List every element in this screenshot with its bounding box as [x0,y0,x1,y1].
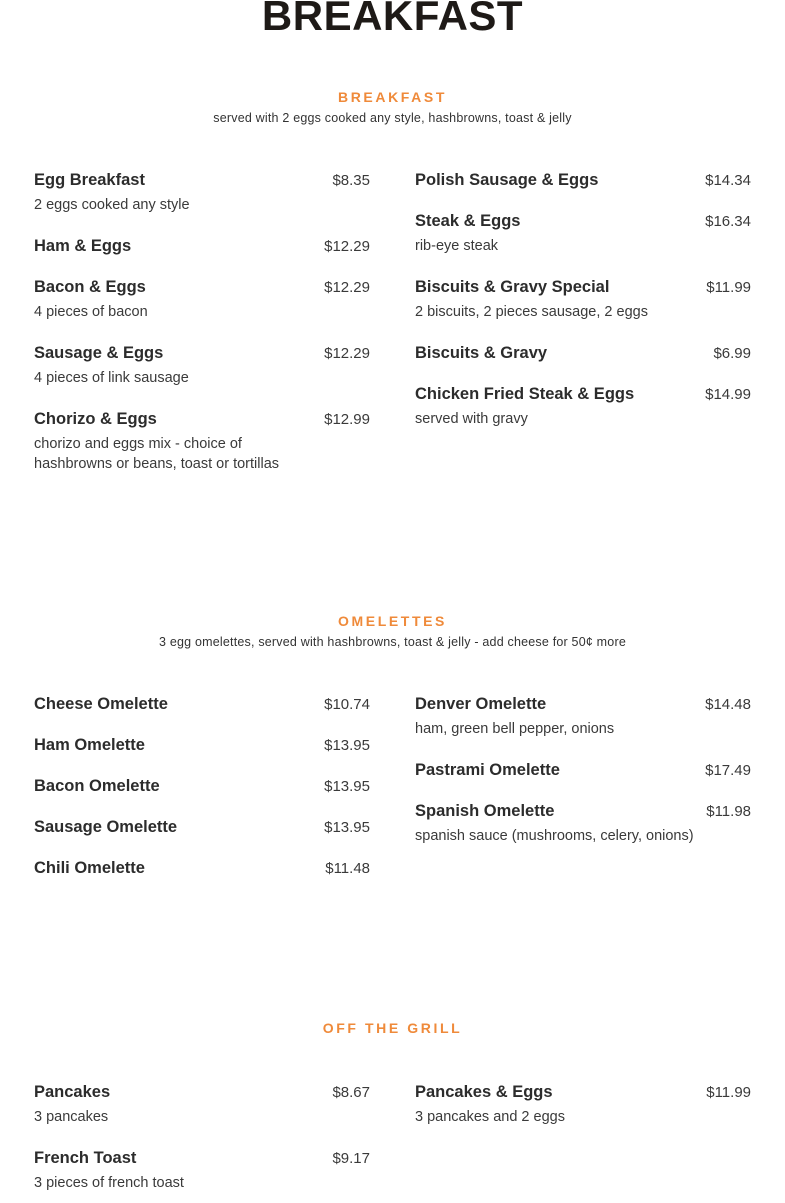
menu-item [34,171,370,215]
menu-item-name: Pancakes [34,1083,111,1101]
menu-item-header [415,802,751,821]
menu-column-right [415,1083,751,1149]
menu-item-name: Ham Omelette [34,736,145,754]
menu-item [415,171,751,190]
menu-item-name: Egg Breakfast [34,171,145,189]
menu-item-price: $9.17 [332,1150,370,1167]
menu-item [415,385,751,429]
menu-item-price: $17.49 [705,762,751,779]
menu-column-left [34,171,370,496]
menu-item-name: Biscuits & Gravy Special [415,278,610,296]
menu-item [415,802,751,846]
menu-item-name: Pastrami Omelette [415,761,560,779]
menu-item-name: Steak & Eggs [415,212,521,230]
menu-item-header [34,736,370,755]
section-omelettes [0,613,785,649]
menu-item [34,695,370,714]
menu-item-header [34,818,370,837]
menu-item-price: $8.35 [332,172,370,189]
menu-item [34,859,370,878]
menu-item-header [415,212,751,231]
menu-item-price: $12.29 [324,238,370,255]
menu-item [415,212,751,256]
menu-item-name: Chorizo & Eggs [34,410,157,428]
menu-item-description: 2 biscuits, 2 pieces sausage, 2 eggs [415,304,648,320]
menu-item-header [415,171,751,190]
menu-item-header [34,410,370,429]
menu-item-header [415,344,751,363]
menu-item-price: $12.99 [324,411,370,428]
menu-item [34,237,370,256]
menu-item-price: $13.95 [324,778,370,795]
menu-item-name: Chicken Fried Steak & Eggs [415,385,635,403]
menu-item [415,344,751,363]
page-title: BREAKFAST [261,0,524,39]
menu-item-price: $11.98 [706,803,751,820]
menu-item-name: Polish Sausage & Eggs [415,171,599,189]
menu-item-header [415,761,751,780]
menu-item-header [415,695,751,714]
menu-item-name: Bacon Omelette [34,777,160,795]
menu-item-description: 3 pieces of french toast [34,1175,184,1191]
menu-item-name: Bacon & Eggs [34,278,146,296]
menu-item-price: $12.29 [324,279,370,296]
menu-item [415,1083,751,1127]
menu-item-price: $14.48 [705,696,751,713]
menu-item-name: Denver Omelette [415,695,547,713]
menu-item-price: $11.99 [706,1084,751,1101]
menu-item-description: 3 pancakes [34,1109,109,1125]
menu-item-header [34,1149,370,1168]
menu-item-name: Spanish Omelette [415,802,555,820]
section-breakfast [0,89,785,125]
menu-item-description: rib-eye steak [415,238,499,254]
menu-item-description: 4 pieces of link sausage [34,370,189,386]
menu-column-right [415,695,751,868]
menu-item-price: $10.74 [324,696,370,713]
menu-item-description: spanish sauce (mushrooms, celery, onions) [415,828,694,844]
menu-item-price: $11.48 [325,860,370,877]
menu-item-header [34,171,370,190]
menu-item-price: $6.99 [713,345,751,362]
menu-item-header [415,1083,751,1102]
menu-item [34,736,370,755]
menu-item-name: Sausage & Eggs [34,344,164,362]
menu-item-description: served with gravy [415,411,528,427]
menu-item-price: $8.67 [332,1084,370,1101]
menu-item-header [415,278,751,297]
menu-column-right [415,171,751,451]
menu-item-header [34,859,370,878]
menu-item-price: $13.95 [324,819,370,836]
section-title: BREAKFAST [338,89,447,105]
menu-item-header [415,385,751,404]
menu-item [415,695,751,739]
menu-item-description: chorizo and eggs mix - choice of hashbrowns or beans, toast or tortillas [34,436,280,472]
menu-item [415,761,751,780]
menu-item-price: $12.29 [324,345,370,362]
menu-item-description: 2 eggs cooked any style [34,197,190,213]
menu-item [34,777,370,796]
menu-item [34,1149,370,1193]
menu-item-name: Biscuits & Gravy [415,344,548,362]
menu-item-header [34,777,370,796]
menu-item-price: $14.99 [705,386,751,403]
menu-item-name: Chili Omelette [34,859,145,877]
menu-item-name: Ham & Eggs [34,237,132,255]
menu-item-header [34,237,370,256]
menu-item-header [34,278,370,297]
menu-item [34,410,370,474]
menu-item [34,278,370,322]
menu-item-name: Sausage Omelette [34,818,178,836]
menu-column-left [34,1083,370,1203]
section-title: OFF THE GRILL [322,1020,463,1036]
menu-item-header [34,344,370,363]
menu-item [34,818,370,837]
menu-item [34,1083,370,1127]
menu-item-price: $13.95 [324,737,370,754]
menu-item [415,278,751,322]
section-subtitle: 3 egg omelettes, served with hashbrowns, toast & jelly - add cheese for 50¢ more [159,635,626,649]
menu-item-name: Cheese Omelette [34,695,168,713]
menu-item-description: 3 pancakes and 2 eggs [415,1109,565,1125]
section-off-the-grill [0,1020,785,1036]
menu-item-header [34,1083,370,1102]
menu-item-header [34,695,370,714]
menu-item-name: French Toast [34,1149,137,1167]
section-subtitle: served with 2 eggs cooked any style, hashbrowns, toast & jelly [213,111,572,125]
menu-item-description: ham, green bell pepper, onions [415,721,615,737]
section-title: OMELETTES [338,613,447,629]
menu-item-price: $11.99 [706,279,751,296]
menu-item-description: 4 pieces of bacon [34,304,148,320]
menu-item-price: $16.34 [705,213,751,230]
menu-item [34,344,370,388]
menu-column-left [34,695,370,900]
menu-item-name: Pancakes & Eggs [415,1083,553,1101]
menu-item-price: $14.34 [705,172,751,189]
